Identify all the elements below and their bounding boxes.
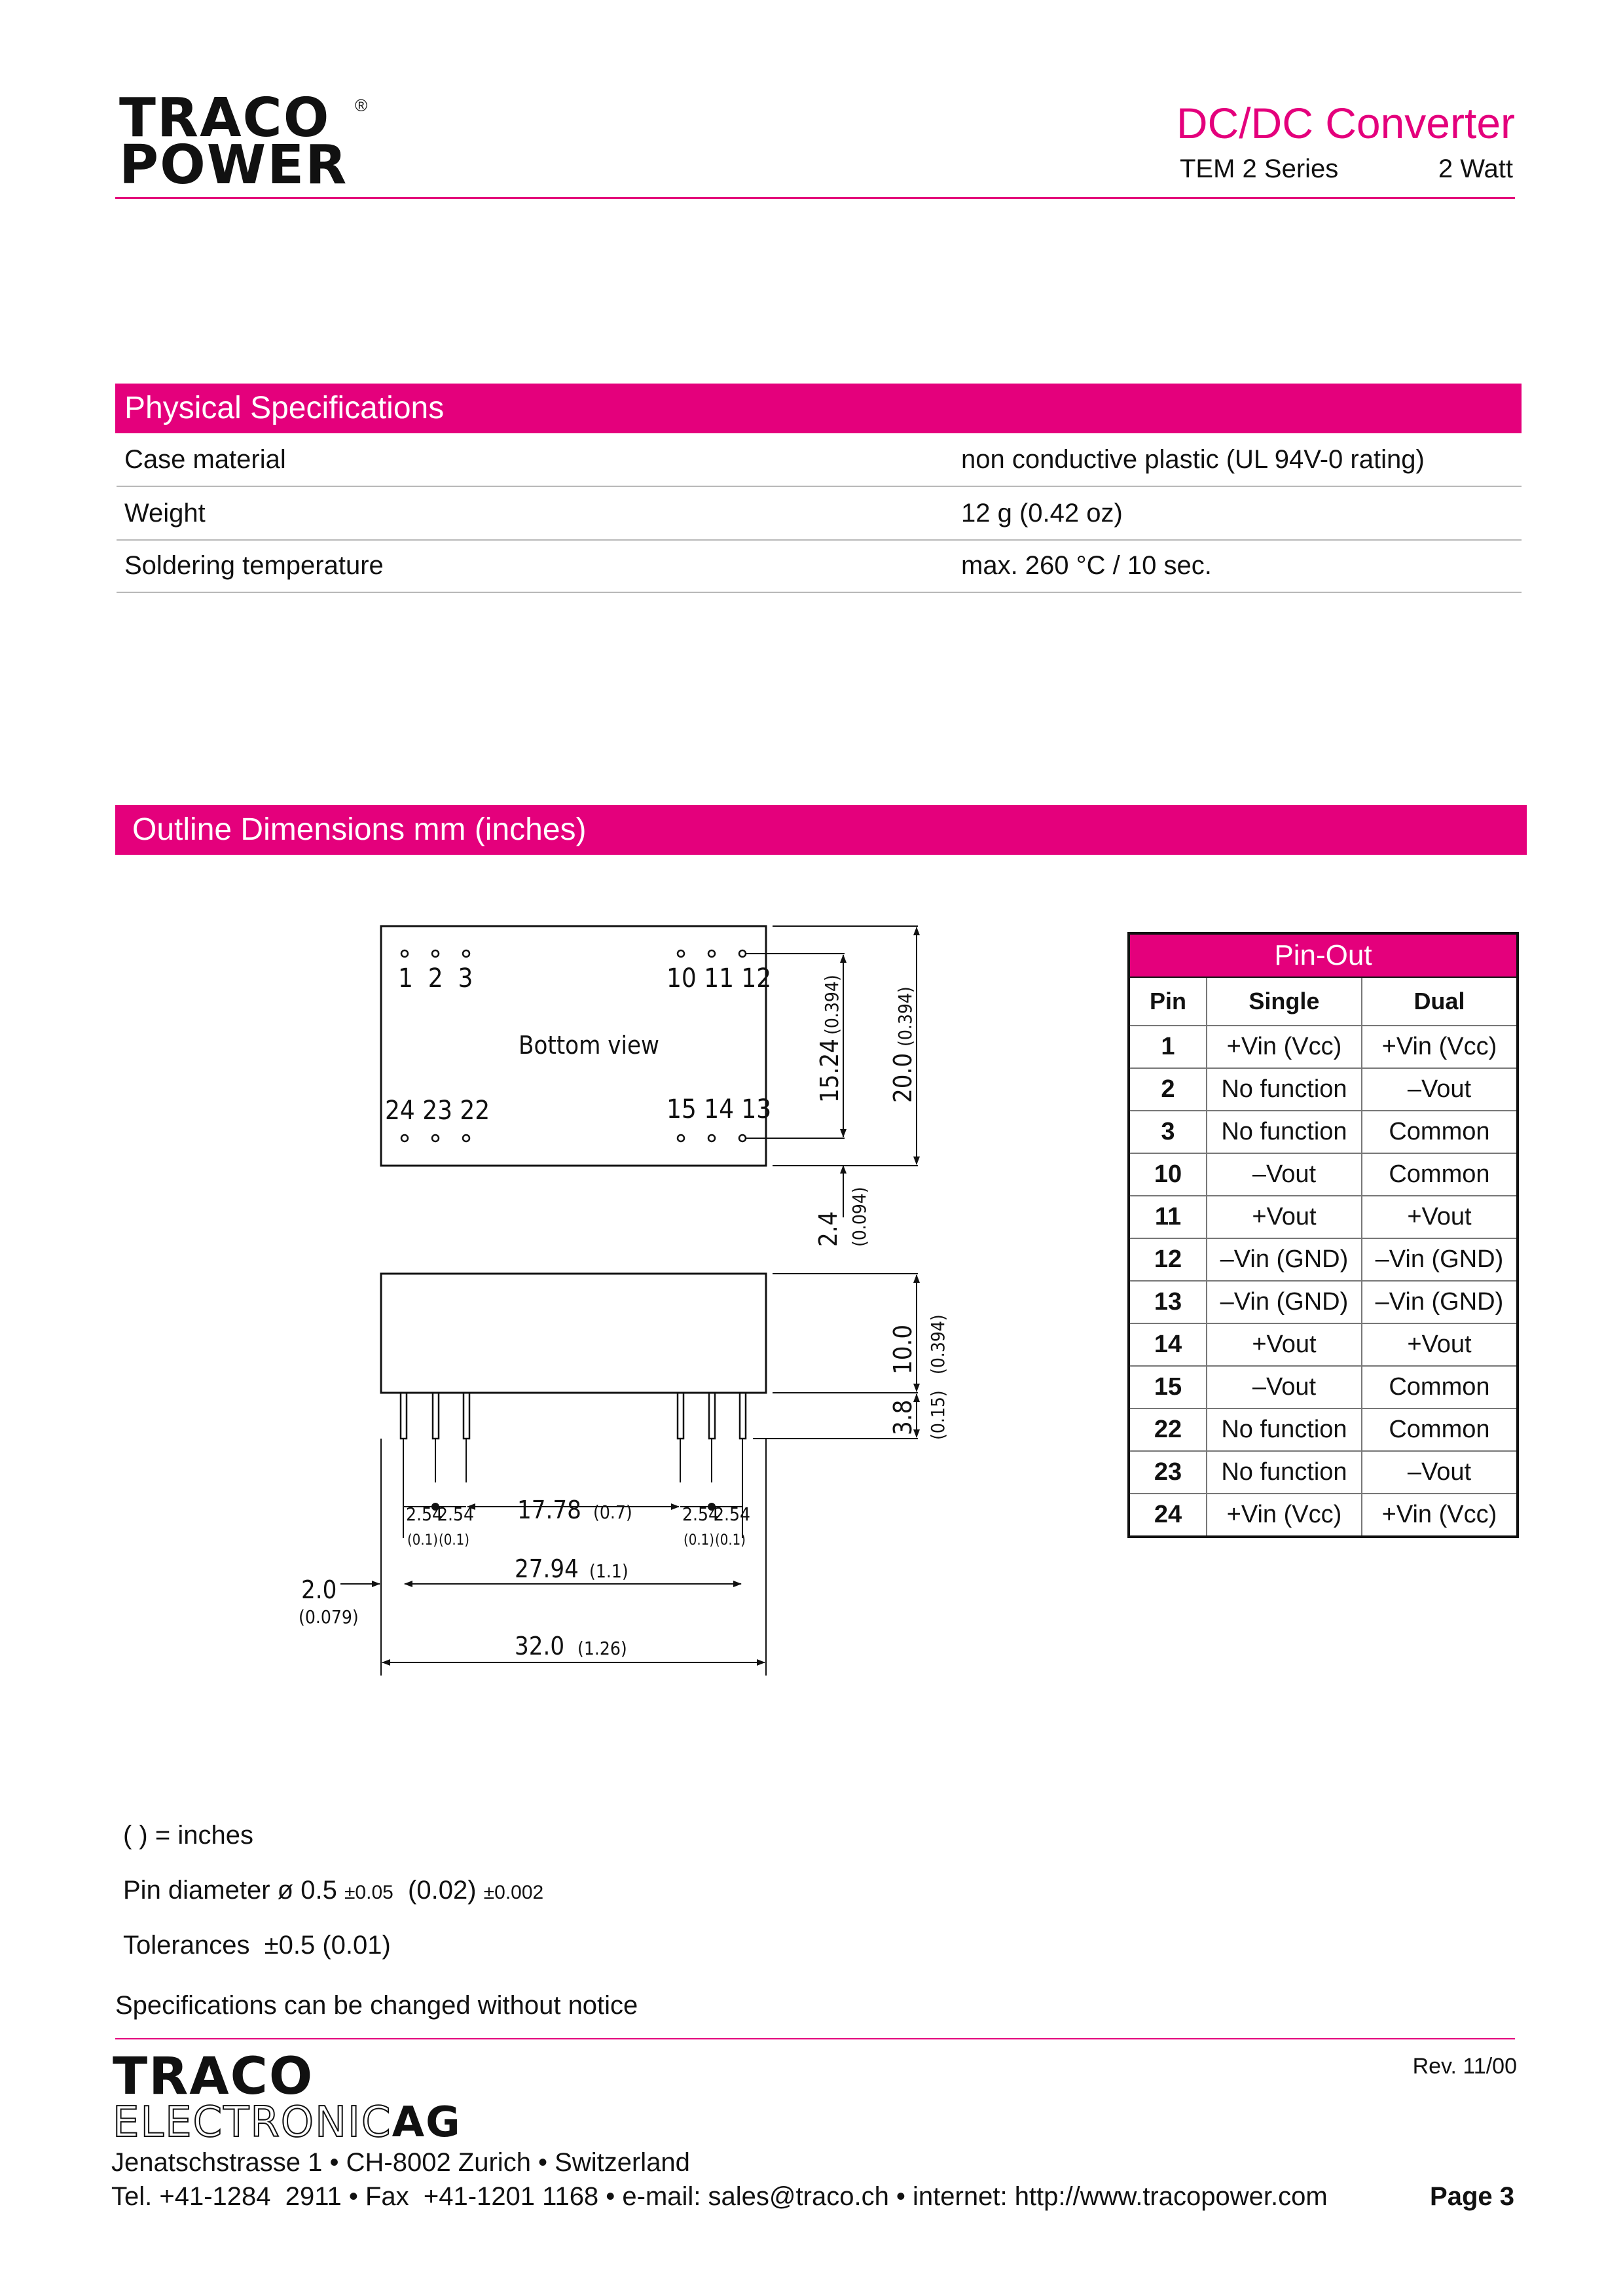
pin-number: 3 (1129, 1111, 1207, 1153)
spec-row (117, 433, 1522, 487)
dim-27-94: 27.94 (515, 1554, 579, 1583)
column-header-single: Single (1207, 977, 1362, 1026)
pin-numbers-top-right: 10 11 12 (666, 963, 772, 994)
pinout-table (1127, 932, 1519, 1538)
power-label: 2 Watt (1438, 154, 1513, 183)
dual-function: –Vin (GND) (1362, 1238, 1518, 1281)
table-row (1129, 1451, 1518, 1494)
pin-diameter-note (123, 1876, 543, 1905)
table-row (1129, 1238, 1518, 1281)
dim-2-54-inches-d: (0.1) (715, 1532, 746, 1549)
single-function: No function (1207, 1111, 1362, 1153)
series-label: TEM 2 Series (1180, 154, 1339, 183)
single-function: No function (1207, 1451, 1362, 1494)
dual-function: Common (1362, 1111, 1518, 1153)
tolerances-note: Tolerances ±0.5 (0.01) (123, 1931, 391, 1960)
dim-3-8: 3.8 (888, 1399, 917, 1435)
column-header-dual: Dual (1362, 977, 1518, 1026)
dim-32: 32.0 (515, 1632, 565, 1660)
dim-2-54-inches-b: (0.1) (439, 1532, 469, 1549)
table-row (1129, 1366, 1518, 1408)
spec-value: 12 g (0.42 oz) (961, 499, 1123, 528)
footer-rule (115, 2038, 1515, 2039)
single-function: No function (1207, 1408, 1362, 1451)
contact-line: Tel. +41-1284 2911 • Fax +41-1201 1168 • e-mail: sales@traco.ch • internet: http://www.tracopower.com (111, 2182, 1328, 2211)
logo-line-1: TRACO (119, 87, 331, 149)
dual-function: +Vout (1362, 1323, 1518, 1366)
table-row (1129, 1281, 1518, 1323)
logo-line-2: POWER (119, 134, 348, 196)
dim-10-inches: (0.394) (927, 1314, 949, 1374)
dual-function: Common (1362, 1153, 1518, 1196)
pin-number: 24 (1129, 1494, 1207, 1537)
dim-2-0-inches: (0.079) (299, 1606, 359, 1628)
spec-label: Soldering temperature (124, 551, 384, 580)
side-view-body (381, 1274, 766, 1393)
table-row (1129, 1026, 1518, 1068)
inches-note: ( ) = inches (123, 1821, 253, 1850)
product-type-title: DC/DC Converter (1176, 99, 1515, 147)
pin-diameter-label: Pin diameter ø 0.5 (123, 1876, 337, 1905)
single-function: –Vout (1207, 1366, 1362, 1408)
dim-3-8-inches: (0.15) (927, 1390, 949, 1440)
dual-function: –Vout (1362, 1451, 1518, 1494)
change-notice: Specifications can be changed without notice (115, 1991, 638, 2020)
single-function: –Vin (GND) (1207, 1281, 1362, 1323)
dim-15-24-inches: (0.394) (821, 975, 843, 1035)
dual-function: +Vin (Vcc) (1362, 1494, 1518, 1537)
page-number: Page 3 (1430, 2182, 1514, 2211)
outline-dimensions-header: Outline Dimensions mm (inches) (115, 805, 1527, 855)
dim-17-78: 17.78 (517, 1496, 581, 1524)
table-row (1129, 1494, 1518, 1537)
pin-number: 12 (1129, 1238, 1207, 1281)
pin-number: 13 (1129, 1281, 1207, 1323)
header-rule (115, 197, 1515, 199)
table-row (1129, 1153, 1518, 1196)
dim-27-94-inches: (1.1) (589, 1560, 629, 1582)
pin-diameter-tol-inches: ±0.002 (483, 1882, 544, 1903)
pin-number: 11 (1129, 1196, 1207, 1238)
dim-15-24: 15.24 (815, 1039, 844, 1103)
pin-number: 15 (1129, 1366, 1207, 1408)
table-row (1129, 1068, 1518, 1111)
dual-function: Common (1362, 1366, 1518, 1408)
spec-label: Weight (124, 499, 206, 528)
single-function: –Vout (1207, 1153, 1362, 1196)
revision-label: Rev. 11/00 (1412, 2054, 1517, 2079)
dim-2-0: 2.0 (301, 1575, 337, 1604)
traco-electronic-logo (113, 2047, 462, 2147)
dim-2-54-b: 2.54 (437, 1503, 475, 1525)
pin-number: 2 (1129, 1068, 1207, 1111)
column-header-pin: Pin (1129, 977, 1207, 1026)
physical-spec-header: Physical Specifications (115, 384, 1522, 433)
footer-logo-line-2 (113, 2098, 462, 2147)
dual-function: +Vout (1362, 1196, 1518, 1238)
spec-value: max. 260 °C / 10 sec. (961, 551, 1212, 580)
dim-10: 10.0 (888, 1324, 917, 1374)
single-function: +Vout (1207, 1323, 1362, 1366)
pin-numbers-top-left: 1 2 3 (398, 963, 473, 994)
single-function: +Vin (Vcc) (1207, 1494, 1362, 1537)
pin-number: 22 (1129, 1408, 1207, 1451)
dim-20-inches: (0.394) (894, 986, 916, 1047)
pin-numbers-bottom-right: 15 14 13 (666, 1094, 772, 1124)
dim-32-inches: (1.26) (577, 1638, 627, 1659)
dim-2-54-d: 2.54 (714, 1503, 751, 1525)
pinout-title: Pin-Out (1129, 933, 1518, 977)
pin-numbers-bottom-left: 24 23 22 (385, 1096, 490, 1126)
dim-2-54-inches-c: (0.1) (684, 1532, 714, 1549)
table-row (1129, 1111, 1518, 1153)
spec-value: non conductive plastic (UL 94V-0 rating) (961, 445, 1425, 474)
spec-label: Case material (124, 445, 286, 474)
dim-2-4: 2.4 (814, 1211, 843, 1247)
company-address: Jenatschstrasse 1 • CH-8002 Zurich • Switzerland (111, 2148, 690, 2177)
dim-2-54-a: 2.54 (406, 1503, 443, 1525)
spec-row (117, 539, 1522, 593)
bottom-view-label: Bottom view (519, 1031, 659, 1060)
footer-logo-ag: AG (392, 2098, 462, 2147)
pin-number: 14 (1129, 1323, 1207, 1366)
traco-power-logo (119, 87, 348, 196)
outline-drawing (275, 903, 1021, 1702)
footer-logo-line-1: TRACO (113, 2047, 314, 2106)
dual-function: –Vin (GND) (1362, 1281, 1518, 1323)
dim-2-54-inches-a: (0.1) (407, 1532, 438, 1549)
registered-mark: ® (355, 96, 368, 115)
pin-number: 23 (1129, 1451, 1207, 1494)
spec-row (117, 487, 1522, 541)
single-function: +Vout (1207, 1196, 1362, 1238)
pin-number: 10 (1129, 1153, 1207, 1196)
dim-17-78-inches: (0.7) (593, 1501, 632, 1523)
pin-number: 1 (1129, 1026, 1207, 1068)
dim-20: 20.0 (888, 1052, 917, 1103)
dual-function: Common (1362, 1408, 1518, 1451)
single-function: –Vin (GND) (1207, 1238, 1362, 1281)
table-row (1129, 1323, 1518, 1366)
table-row (1129, 1196, 1518, 1238)
dual-function: –Vout (1362, 1068, 1518, 1111)
footer-logo-outline-text: ELECTRONIC (113, 2098, 392, 2147)
single-function: No function (1207, 1068, 1362, 1111)
dim-2-54-c: 2.54 (682, 1503, 720, 1525)
dim-2-4-inches: (0.094) (848, 1187, 870, 1247)
table-row (1129, 1408, 1518, 1451)
pin-diameter-tol-mm: ±0.05 (344, 1882, 393, 1903)
pin-diameter-inches: (0.02) (408, 1876, 477, 1905)
dual-function: +Vin (Vcc) (1362, 1026, 1518, 1068)
single-function: +Vin (Vcc) (1207, 1026, 1362, 1068)
